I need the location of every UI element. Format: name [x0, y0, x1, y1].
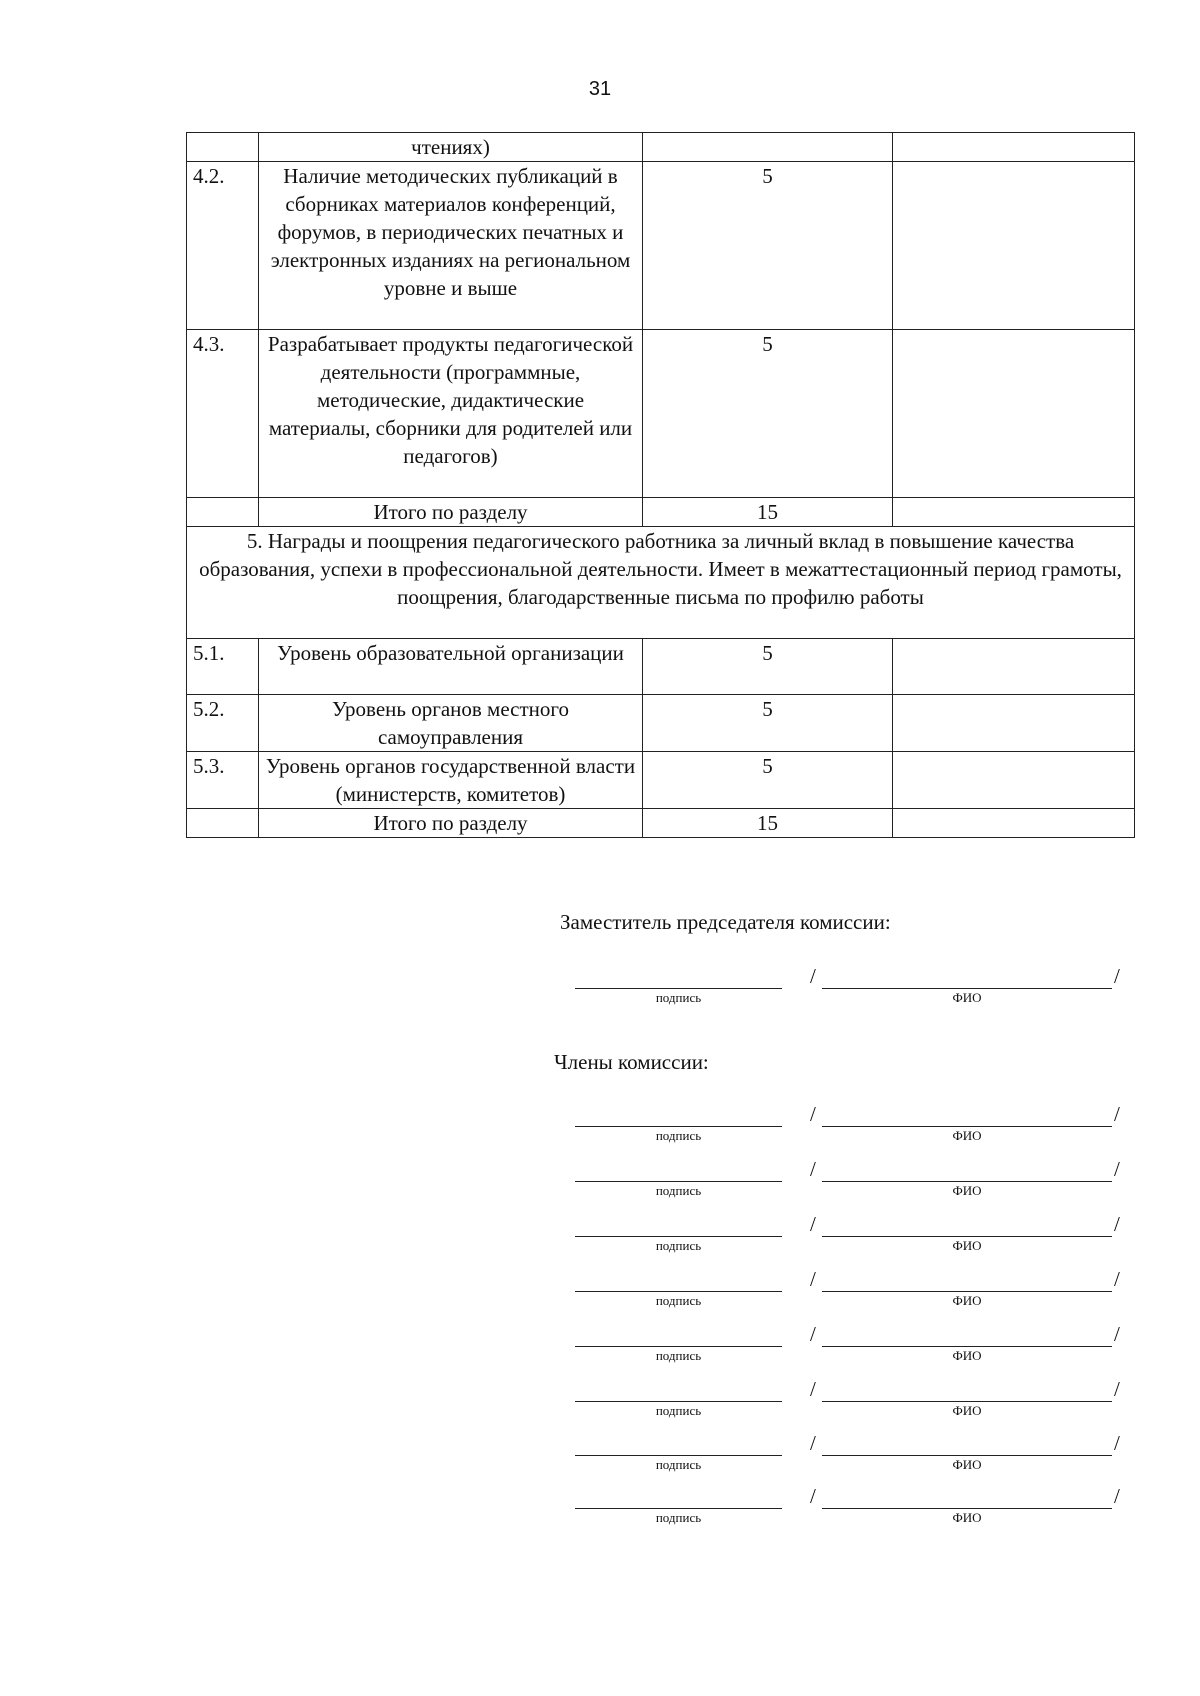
signature-line: [575, 968, 782, 989]
row-criterion: Уровень образовательной организации: [259, 639, 643, 695]
slash: /: [810, 1377, 816, 1401]
name-line: [822, 1488, 1112, 1509]
row-score: [643, 133, 893, 162]
slash: /: [810, 1102, 816, 1126]
row-number: 4.3.: [187, 330, 259, 498]
slash: /: [1114, 1212, 1120, 1236]
section-header: 5. Награды и поощрения педагогического работника за личный вклад в повышение качества образования, успехи в профессиональной деятельности. Имеет в межаттестационный период грамоты, поощрения, благодарственные письма по профилю работы: [187, 527, 1135, 639]
slash: /: [810, 1431, 816, 1455]
slash: /: [810, 1212, 816, 1236]
page-number: 31: [588, 78, 612, 100]
name-line: [822, 1381, 1112, 1402]
member-signature-row: [560, 1102, 1140, 1146]
signature-line: [575, 1488, 782, 1509]
slash: /: [1114, 1322, 1120, 1346]
slash: /: [810, 1157, 816, 1181]
row-number: 5.3.: [187, 752, 259, 809]
signature-line: [575, 1435, 782, 1456]
name-caption: ФИО: [952, 1403, 982, 1418]
signature-caption: подпись: [655, 1238, 702, 1253]
name-line: [822, 1435, 1112, 1456]
table-row: [187, 695, 1135, 752]
members-label: Члены комиссии:: [554, 1050, 709, 1074]
signature-line: [575, 1271, 782, 1292]
row-criterion: чтениях): [259, 133, 643, 162]
row-criterion: Уровень органов местного самоуправления: [259, 695, 643, 752]
name-line: [822, 1216, 1112, 1237]
member-signature-row: [560, 1484, 1140, 1528]
row-extra: [893, 809, 1135, 838]
signature-caption: подпись: [655, 1510, 702, 1525]
row-extra: [893, 639, 1135, 695]
slash: /: [1114, 1267, 1120, 1291]
table-row: [187, 752, 1135, 809]
name-caption: ФИО: [952, 1457, 982, 1472]
signature-line: [575, 1381, 782, 1402]
signature-line: [575, 1216, 782, 1237]
section-total-score: 15: [643, 809, 893, 838]
row-number: 5.2.: [187, 695, 259, 752]
slash: /: [1114, 1157, 1120, 1181]
member-signature-row: [560, 1212, 1140, 1256]
row-criterion: Наличие методических публикаций в сборниках материалов конференций, форумов, в периодических печатных и электронных изданиях на региональном уровне и выше: [259, 162, 643, 330]
name-line: [822, 1106, 1112, 1127]
name-caption: ФИО: [952, 1128, 982, 1143]
slash: /: [1114, 1377, 1120, 1401]
row-score: 5: [643, 162, 893, 330]
evaluation-table: [186, 132, 1135, 838]
slash: /: [810, 964, 816, 988]
table-row: [187, 639, 1135, 695]
member-signature-row: [560, 1267, 1140, 1311]
row-criterion: Разрабатывает продукты педагогической деятельности (программные, методические, дидактические материалы, сборники для родителей или педагогов): [259, 330, 643, 498]
deputy-chair-label: Заместитель председателя комиссии:: [560, 910, 891, 934]
row-score: 5: [643, 695, 893, 752]
slash: /: [1114, 964, 1120, 988]
members-title: [554, 1050, 1140, 1075]
section-total-label: Итого по разделу: [259, 498, 643, 527]
row-score: 5: [643, 639, 893, 695]
member-signature-row: [560, 1431, 1140, 1475]
name-line: [822, 1161, 1112, 1182]
deputy-chair-title: [560, 910, 1140, 935]
section-total-label: Итого по разделу: [259, 809, 643, 838]
name-line: [822, 1326, 1112, 1347]
signature-caption: подпись: [655, 1183, 702, 1198]
slash: /: [810, 1267, 816, 1291]
name-caption: ФИО: [952, 990, 982, 1005]
signature-line: [575, 1326, 782, 1347]
row-extra: [893, 752, 1135, 809]
row-number: [187, 133, 259, 162]
signature-caption: подпись: [655, 1403, 702, 1418]
name-caption: ФИО: [952, 1348, 982, 1363]
table-row: [187, 162, 1135, 330]
signature-caption: подпись: [655, 1457, 702, 1472]
row-number: 4.2.: [187, 162, 259, 330]
signature-caption: подпись: [655, 1293, 702, 1308]
table-row: [187, 133, 1135, 162]
member-signature-row: [560, 1377, 1140, 1421]
row-extra: [893, 133, 1135, 162]
row-score: 5: [643, 330, 893, 498]
member-signature-row: [560, 1322, 1140, 1366]
member-signature-row: [560, 1157, 1140, 1201]
row-extra: [893, 498, 1135, 527]
table-row: [187, 330, 1135, 498]
signature-line: [575, 1106, 782, 1127]
table-row: [187, 498, 1135, 527]
name-line: [822, 968, 1112, 989]
signature-caption: подпись: [655, 1348, 702, 1363]
slash: /: [810, 1484, 816, 1508]
row-criterion: Уровень органов государственной власти (министерств, комитетов): [259, 752, 643, 809]
row-number: [187, 809, 259, 838]
table-row: [187, 809, 1135, 838]
name-line: [822, 1271, 1112, 1292]
row-extra: [893, 330, 1135, 498]
name-caption: ФИО: [952, 1293, 982, 1308]
row-number: 5.1.: [187, 639, 259, 695]
slash: /: [1114, 1484, 1120, 1508]
signature-caption: подпись: [655, 990, 702, 1005]
row-number: [187, 498, 259, 527]
section-total-score: 15: [643, 498, 893, 527]
slash: /: [1114, 1102, 1120, 1126]
signature-caption: подпись: [655, 1128, 702, 1143]
slash: /: [1114, 1431, 1120, 1455]
name-caption: ФИО: [952, 1238, 982, 1253]
name-caption: ФИО: [952, 1510, 982, 1525]
slash: /: [810, 1322, 816, 1346]
deputy-signature-row: [560, 964, 1140, 1008]
row-score: 5: [643, 752, 893, 809]
signature-line: [575, 1161, 782, 1182]
name-caption: ФИО: [952, 1183, 982, 1198]
row-extra: [893, 162, 1135, 330]
row-extra: [893, 695, 1135, 752]
section-header-row: [187, 527, 1135, 639]
